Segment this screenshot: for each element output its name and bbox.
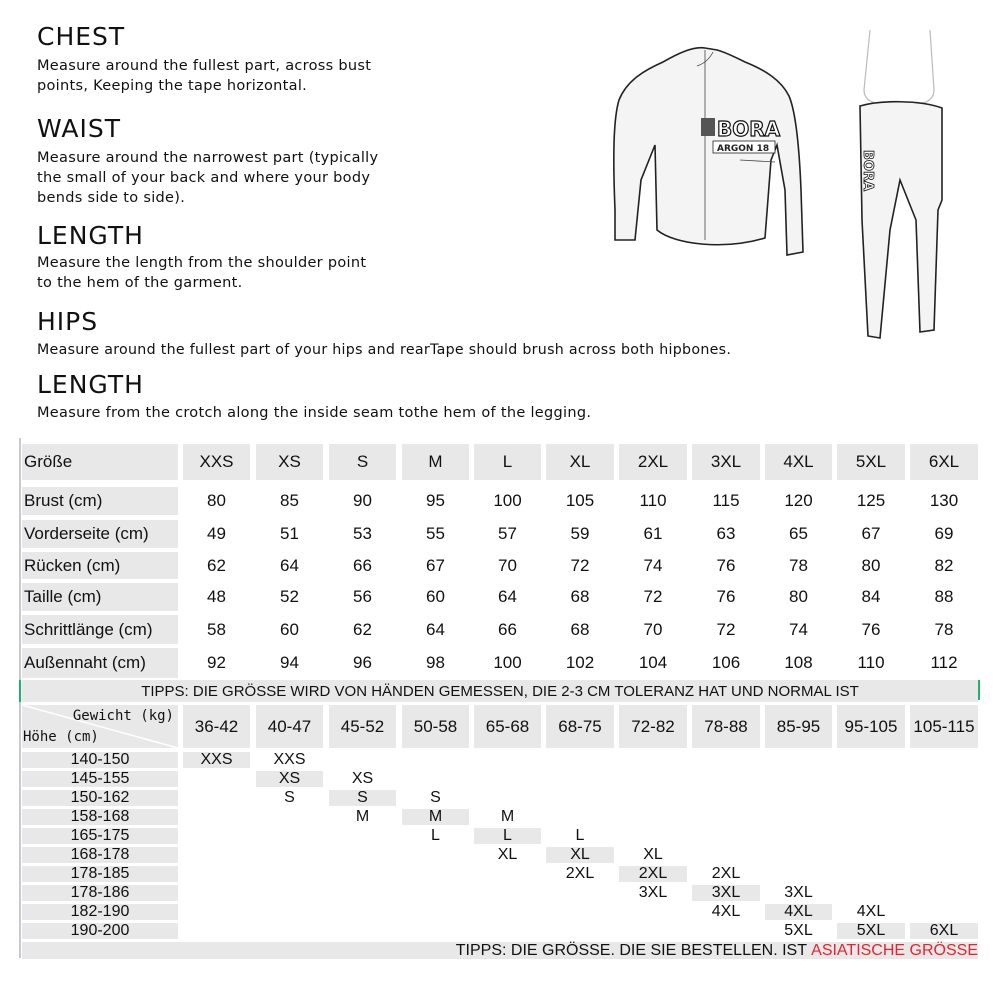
size-header-xs: XS xyxy=(256,444,323,480)
measure-value: 106 xyxy=(711,653,741,672)
guide-inseam-text xyxy=(37,403,591,423)
measure-row-label: Schrittlänge (cm) xyxy=(22,615,178,644)
height-range: 150-162 xyxy=(22,790,178,806)
size-header-s: S xyxy=(329,444,396,480)
guide-waist-line: the small of your back and where your body xyxy=(37,170,371,186)
measure-value: 115 xyxy=(712,491,740,510)
guide-inseam-line: Measure from the crotch along the inside seam tothe hem of the legging. xyxy=(37,405,592,421)
measure-value: 64 xyxy=(498,587,517,606)
asian-size-tip xyxy=(22,942,978,959)
measure-value: 78 xyxy=(934,619,954,639)
measure-value: 62 xyxy=(353,619,372,639)
fit-size-cell: 2XL xyxy=(619,866,687,882)
measure-value: 110 xyxy=(857,653,885,672)
fit-size-cell: 2XL xyxy=(565,865,595,882)
weight-range-header: 95-105 xyxy=(837,705,905,748)
size-header-4xl: 4XL xyxy=(765,444,832,480)
guide-length-title: LENGTH xyxy=(37,221,144,250)
measure-value: 95 xyxy=(426,491,445,510)
weight-range-header: 72-82 xyxy=(619,705,687,748)
guide-waist-title: WAIST xyxy=(37,114,121,143)
size-header-2xl: 2XL xyxy=(619,444,687,480)
guide-hips-text xyxy=(37,340,731,360)
measure-value: 68 xyxy=(570,619,590,639)
measure-value: 76 xyxy=(861,619,881,639)
fit-size-cell: 4XL xyxy=(711,903,741,920)
fit-size-cell: S xyxy=(430,789,441,806)
measure-value: 65 xyxy=(789,524,808,543)
measure-value: 110 xyxy=(639,491,667,510)
size-header-l: L xyxy=(474,444,541,480)
weight-height-header xyxy=(22,705,178,748)
measure-value: 64 xyxy=(426,619,445,639)
measure-value: 96 xyxy=(353,653,372,672)
measure-value: 76 xyxy=(716,587,736,606)
fit-size-cell: XS xyxy=(256,771,323,787)
measure-value: 92 xyxy=(207,653,226,672)
measure-value: 66 xyxy=(353,555,372,575)
fit-size-cell: L xyxy=(431,827,440,844)
measure-value: 55 xyxy=(426,524,445,543)
bib-tights-body xyxy=(860,102,942,338)
fit-size-cell: 3XL xyxy=(784,884,813,901)
fit-size-cell: S xyxy=(284,789,295,806)
measure-value: 84 xyxy=(861,587,881,606)
fit-size-cell: 2XL xyxy=(711,865,741,882)
measure-value: 104 xyxy=(638,653,668,672)
fit-size-cell: 3XL xyxy=(638,884,668,901)
measure-value: 74 xyxy=(789,619,808,639)
measure-value: 58 xyxy=(207,619,226,639)
measure-value: 88 xyxy=(934,587,954,606)
guide-hips-line: Measure around the fullest part of your hips and rearTape should brush across both hipbones. xyxy=(37,342,732,358)
fit-size-cell: XXS xyxy=(183,752,250,768)
measure-value: 60 xyxy=(280,619,299,639)
guide-hips-title: HIPS xyxy=(37,307,99,336)
measure-row-label: Brust (cm) xyxy=(22,487,178,515)
guide-chest-line: Measure around the fullest part, across bust xyxy=(37,58,372,74)
guide-waist-text xyxy=(37,148,378,208)
jersey-sponsor: ARGON 18 xyxy=(717,144,770,154)
height-range: 158-168 xyxy=(22,809,178,825)
size-header-label: Größe xyxy=(22,444,178,480)
measure-value: 90 xyxy=(353,491,372,510)
fit-size-cell: M xyxy=(355,808,370,825)
measure-row-label: Außennaht (cm) xyxy=(22,648,178,678)
height-label: Höhe (cm) xyxy=(23,729,99,745)
fit-size-cell: 3XL xyxy=(692,885,760,901)
measure-value: 62 xyxy=(207,555,226,575)
jersey-illustration xyxy=(605,40,805,280)
measure-value: 80 xyxy=(789,587,808,606)
measure-value: 98 xyxy=(426,653,445,672)
height-range: 168-178 xyxy=(22,847,178,863)
guide-chest-line: points, Keeping the tape horizontal. xyxy=(37,78,308,94)
measure-value: 105 xyxy=(565,491,595,510)
guide-length-text xyxy=(37,253,366,293)
measure-value: 69 xyxy=(934,524,954,543)
measure-value: 70 xyxy=(498,555,517,575)
guide-chest-text xyxy=(37,56,371,96)
guide-waist-line: Measure around the narrowest part (typically xyxy=(37,150,379,166)
height-range: 178-185 xyxy=(22,866,178,882)
weight-range-header: 50-58 xyxy=(402,705,469,748)
fit-size-cell: XL xyxy=(643,846,663,863)
fit-size-cell: 6XL xyxy=(910,923,978,939)
height-range: 190-200 xyxy=(22,923,178,939)
weight-range-header: 45-52 xyxy=(329,705,396,748)
fit-size-cell: 5XL xyxy=(837,923,905,939)
weight-range-header: 78-88 xyxy=(692,705,760,748)
measure-value: 76 xyxy=(716,555,736,575)
height-range: 178-186 xyxy=(22,885,178,901)
bib-strap-left xyxy=(864,30,882,103)
jersey-stripes-icon xyxy=(701,118,715,136)
measure-value: 130 xyxy=(929,491,959,510)
weight-range-header: 36-42 xyxy=(183,705,250,748)
height-range: 182-190 xyxy=(22,904,178,920)
measure-value: 108 xyxy=(784,653,813,672)
table-marker-right xyxy=(978,680,980,700)
fit-size-cell: M xyxy=(500,808,515,825)
size-header-xl: XL xyxy=(546,444,614,480)
measure-value: 64 xyxy=(280,555,299,575)
fit-size-cell: S xyxy=(329,790,396,806)
measure-value: 49 xyxy=(207,524,226,543)
measure-value: 100 xyxy=(493,653,522,672)
fit-size-cell: L xyxy=(474,828,541,844)
measure-value: 59 xyxy=(570,524,590,543)
measure-value: 100 xyxy=(493,491,522,510)
guide-length-line: Measure the length from the shoulder point xyxy=(37,255,367,271)
guide-inseam-title: LENGTH xyxy=(37,370,144,399)
fit-size-cell: 4XL xyxy=(765,904,832,920)
size-header-6xl: 6XL xyxy=(910,444,978,480)
measure-value: 48 xyxy=(207,587,226,606)
fit-size-cell: XL xyxy=(546,847,614,863)
measure-value: 67 xyxy=(861,524,881,543)
measure-value: 56 xyxy=(353,587,372,606)
size-header-m: M xyxy=(402,444,469,480)
guide-length-line: to the hem of the garment. xyxy=(37,275,243,291)
table-marker-left xyxy=(19,680,21,702)
pants-logo: BORA xyxy=(860,150,875,192)
fit-size-cell: 4XL xyxy=(856,903,886,920)
measure-value: 94 xyxy=(280,653,299,672)
measure-value: 67 xyxy=(426,555,445,575)
measure-value: 66 xyxy=(498,619,517,639)
size-header-xxs: XXS xyxy=(183,444,250,480)
weight-range-header: 40-47 xyxy=(256,705,323,748)
measure-value: 51 xyxy=(280,524,299,543)
measure-value: 72 xyxy=(570,555,590,575)
bib-strap-right xyxy=(916,30,934,103)
measure-value: 74 xyxy=(643,555,663,575)
measure-value: 57 xyxy=(498,524,517,543)
measure-row-label: Taille (cm) xyxy=(22,583,178,611)
asian-size-tip-text: TIPPS: DIE GRÖSSE. DIE SIE BESTELLEN. IST xyxy=(455,941,812,959)
tolerance-tip: TIPPS: DIE GRÖSSE WIRD VON HÄNDEN GEMESSEN, DIE 2-3 CM TOLERANZ HAT UND NORMAL IST xyxy=(22,680,978,702)
size-header-5xl: 5XL xyxy=(837,444,905,480)
measure-value: 85 xyxy=(280,491,299,510)
guide-chest-title: CHEST xyxy=(37,22,126,51)
height-range: 140-150 xyxy=(22,752,178,768)
weight-range-header: 85-95 xyxy=(765,705,832,748)
weight-range-header: 68-75 xyxy=(546,705,614,748)
size-header-3xl: 3XL xyxy=(692,444,760,480)
asian-size-highlight: ASIATISCHE GRÖSSE xyxy=(811,941,978,959)
measure-value: 125 xyxy=(856,491,886,510)
fit-size-cell: XXS xyxy=(273,751,306,768)
fit-size-cell: M xyxy=(402,809,469,825)
measure-value: 72 xyxy=(716,619,736,639)
fit-size-cell: L xyxy=(575,827,585,844)
measure-value: 63 xyxy=(716,524,736,543)
measure-value: 61 xyxy=(643,524,663,543)
weight-range-header: 65-68 xyxy=(474,705,541,748)
guide-waist-line: bends side to side). xyxy=(37,190,186,206)
weight-label: Gewicht (kg) xyxy=(72,708,174,724)
height-range: 145-155 xyxy=(22,771,178,787)
measure-value: 72 xyxy=(643,587,663,606)
fit-size-cell: XS xyxy=(351,770,374,787)
weight-range-header: 105-115 xyxy=(910,705,978,748)
measure-value: 120 xyxy=(784,491,813,510)
measure-value: 78 xyxy=(789,555,808,575)
measure-value: 60 xyxy=(426,587,445,606)
measure-value: 80 xyxy=(207,491,226,510)
height-range: 165-175 xyxy=(22,828,178,844)
measure-value: 70 xyxy=(643,619,663,639)
fit-size-cell: XL xyxy=(497,846,518,863)
measure-value: 82 xyxy=(934,555,954,575)
measure-value: 68 xyxy=(570,587,590,606)
jersey-logo: BORA xyxy=(717,117,781,141)
measure-value: 102 xyxy=(565,653,595,672)
measure-value: 52 xyxy=(280,587,299,606)
measure-value: 112 xyxy=(930,653,958,672)
measure-row-label: Rücken (cm) xyxy=(22,552,178,579)
measure-value: 53 xyxy=(353,524,372,543)
measure-row-label: Vorderseite (cm) xyxy=(22,520,178,548)
measure-value: 80 xyxy=(861,555,881,575)
fit-size-cell: 5XL xyxy=(784,922,813,939)
bib-tights-illustration xyxy=(850,30,950,340)
